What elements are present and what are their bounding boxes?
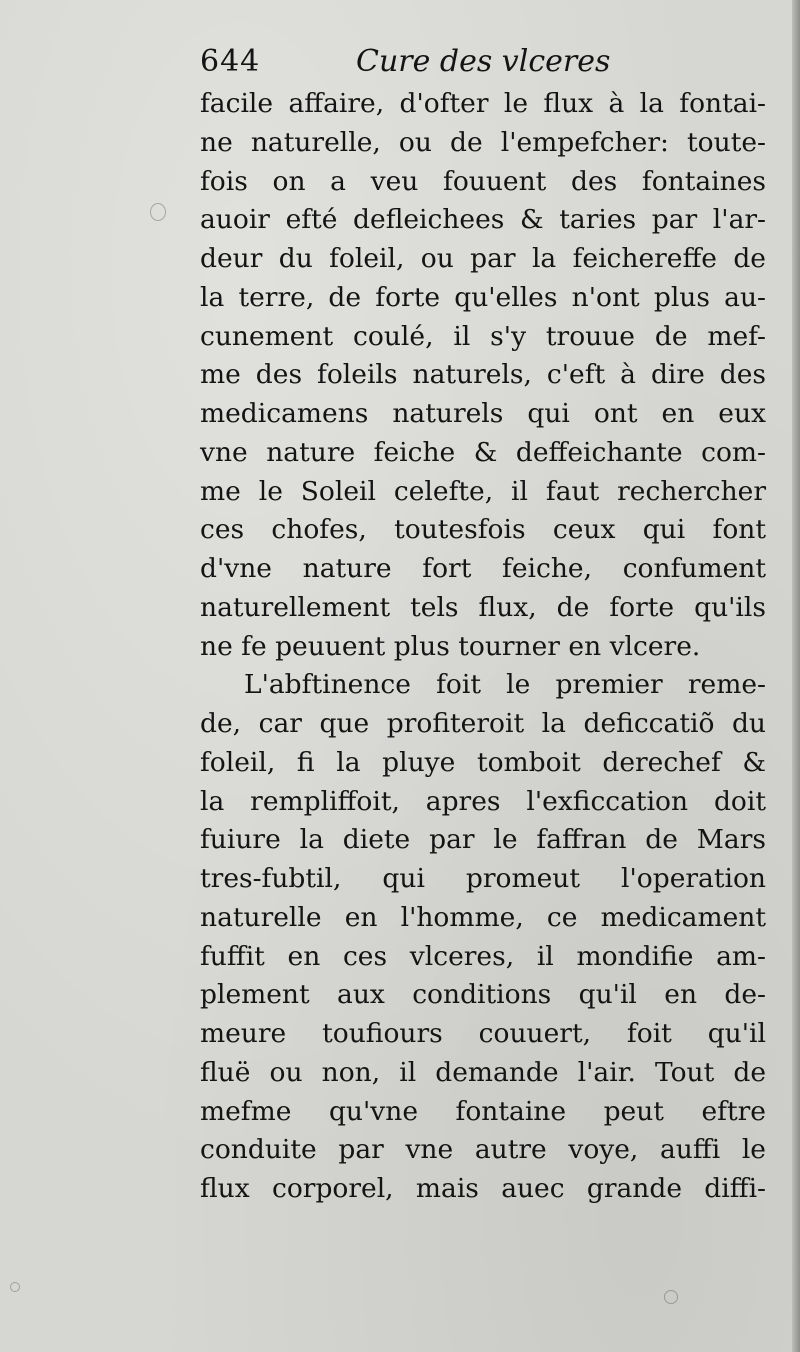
text-line: auoir efté defleichees & taries par l'ar-: [200, 204, 766, 236]
text-line: d'vne nature fort feiche, confument: [200, 553, 766, 584]
text-line: fluë ou non, il demande l'air. Tout de: [200, 1056, 766, 1088]
text-line: plement aux conditions qu'il en de-: [200, 979, 766, 1011]
text-line: cunement coulé, il s'y trouue de mef-: [200, 320, 766, 352]
text-line: facile affaire, d'ofter le flux à la fontai-: [200, 88, 766, 119]
text-line: naturelle en l'homme, ce medicament: [200, 901, 766, 933]
text-line: deur du foleil, ou par la feichereffe de: [200, 243, 766, 274]
running-head: Cure des vlceres: [356, 44, 611, 79]
text-line: me le Soleil celefte, il faut rechercher: [200, 475, 766, 507]
text-line: tres-fubtil, qui promeut l'operation: [200, 863, 766, 894]
page-header: [200, 40, 760, 84]
paragraph-start-line: L'abftinence foit le premier reme-: [244, 669, 766, 701]
page-number: 644: [200, 44, 261, 79]
text-line: la terre, de forte qu'elles n'ont plus au-: [200, 281, 766, 313]
paragraph-end-line: ne fe peuuent plus tourner en vlcere.: [200, 630, 701, 662]
page-edge-shadow: [792, 0, 800, 1352]
text-line: medicamens naturels qui ont en eux: [200, 398, 766, 429]
text-line: me des foleils naturels, c'eft à dire des: [200, 359, 766, 391]
text-line: mefme qu'vne fontaine peut eftre: [200, 1095, 766, 1127]
paper-blemish: [664, 1290, 678, 1304]
text-line: la rempliffoit, apres l'exficcation doit: [200, 785, 766, 817]
text-line: vne nature feiche & deffeichante com-: [200, 436, 766, 468]
text-line: ces chofes, toutesfois ceux qui font: [200, 514, 766, 546]
text-line: conduite par vne autre voye, auffi le: [200, 1134, 766, 1166]
text-line: foleil, fi la pluye tomboit derechef &: [200, 746, 766, 778]
text-line: flux corporel, mais auec grande diffi-: [200, 1173, 766, 1204]
paper-blemish: [10, 1282, 20, 1292]
text-line: fois on a veu fouuent des fontaines: [200, 165, 766, 197]
body-text: [200, 85, 766, 1209]
text-line: fuiure la diete par le faffran de Mars: [200, 824, 766, 856]
paper-blemish: [150, 203, 166, 221]
text-line: de, car que profiteroit la deficcatiõ du: [200, 708, 766, 739]
text-line: ne naturelle, ou de l'empefcher: toute-: [200, 126, 766, 158]
text-line: meure toufiours couuert, foit qu'il: [200, 1018, 766, 1049]
text-line: fuffit en ces vlceres, il mondifie am-: [200, 940, 766, 972]
text-line: naturellement tels flux, de forte qu'ils: [200, 591, 766, 623]
